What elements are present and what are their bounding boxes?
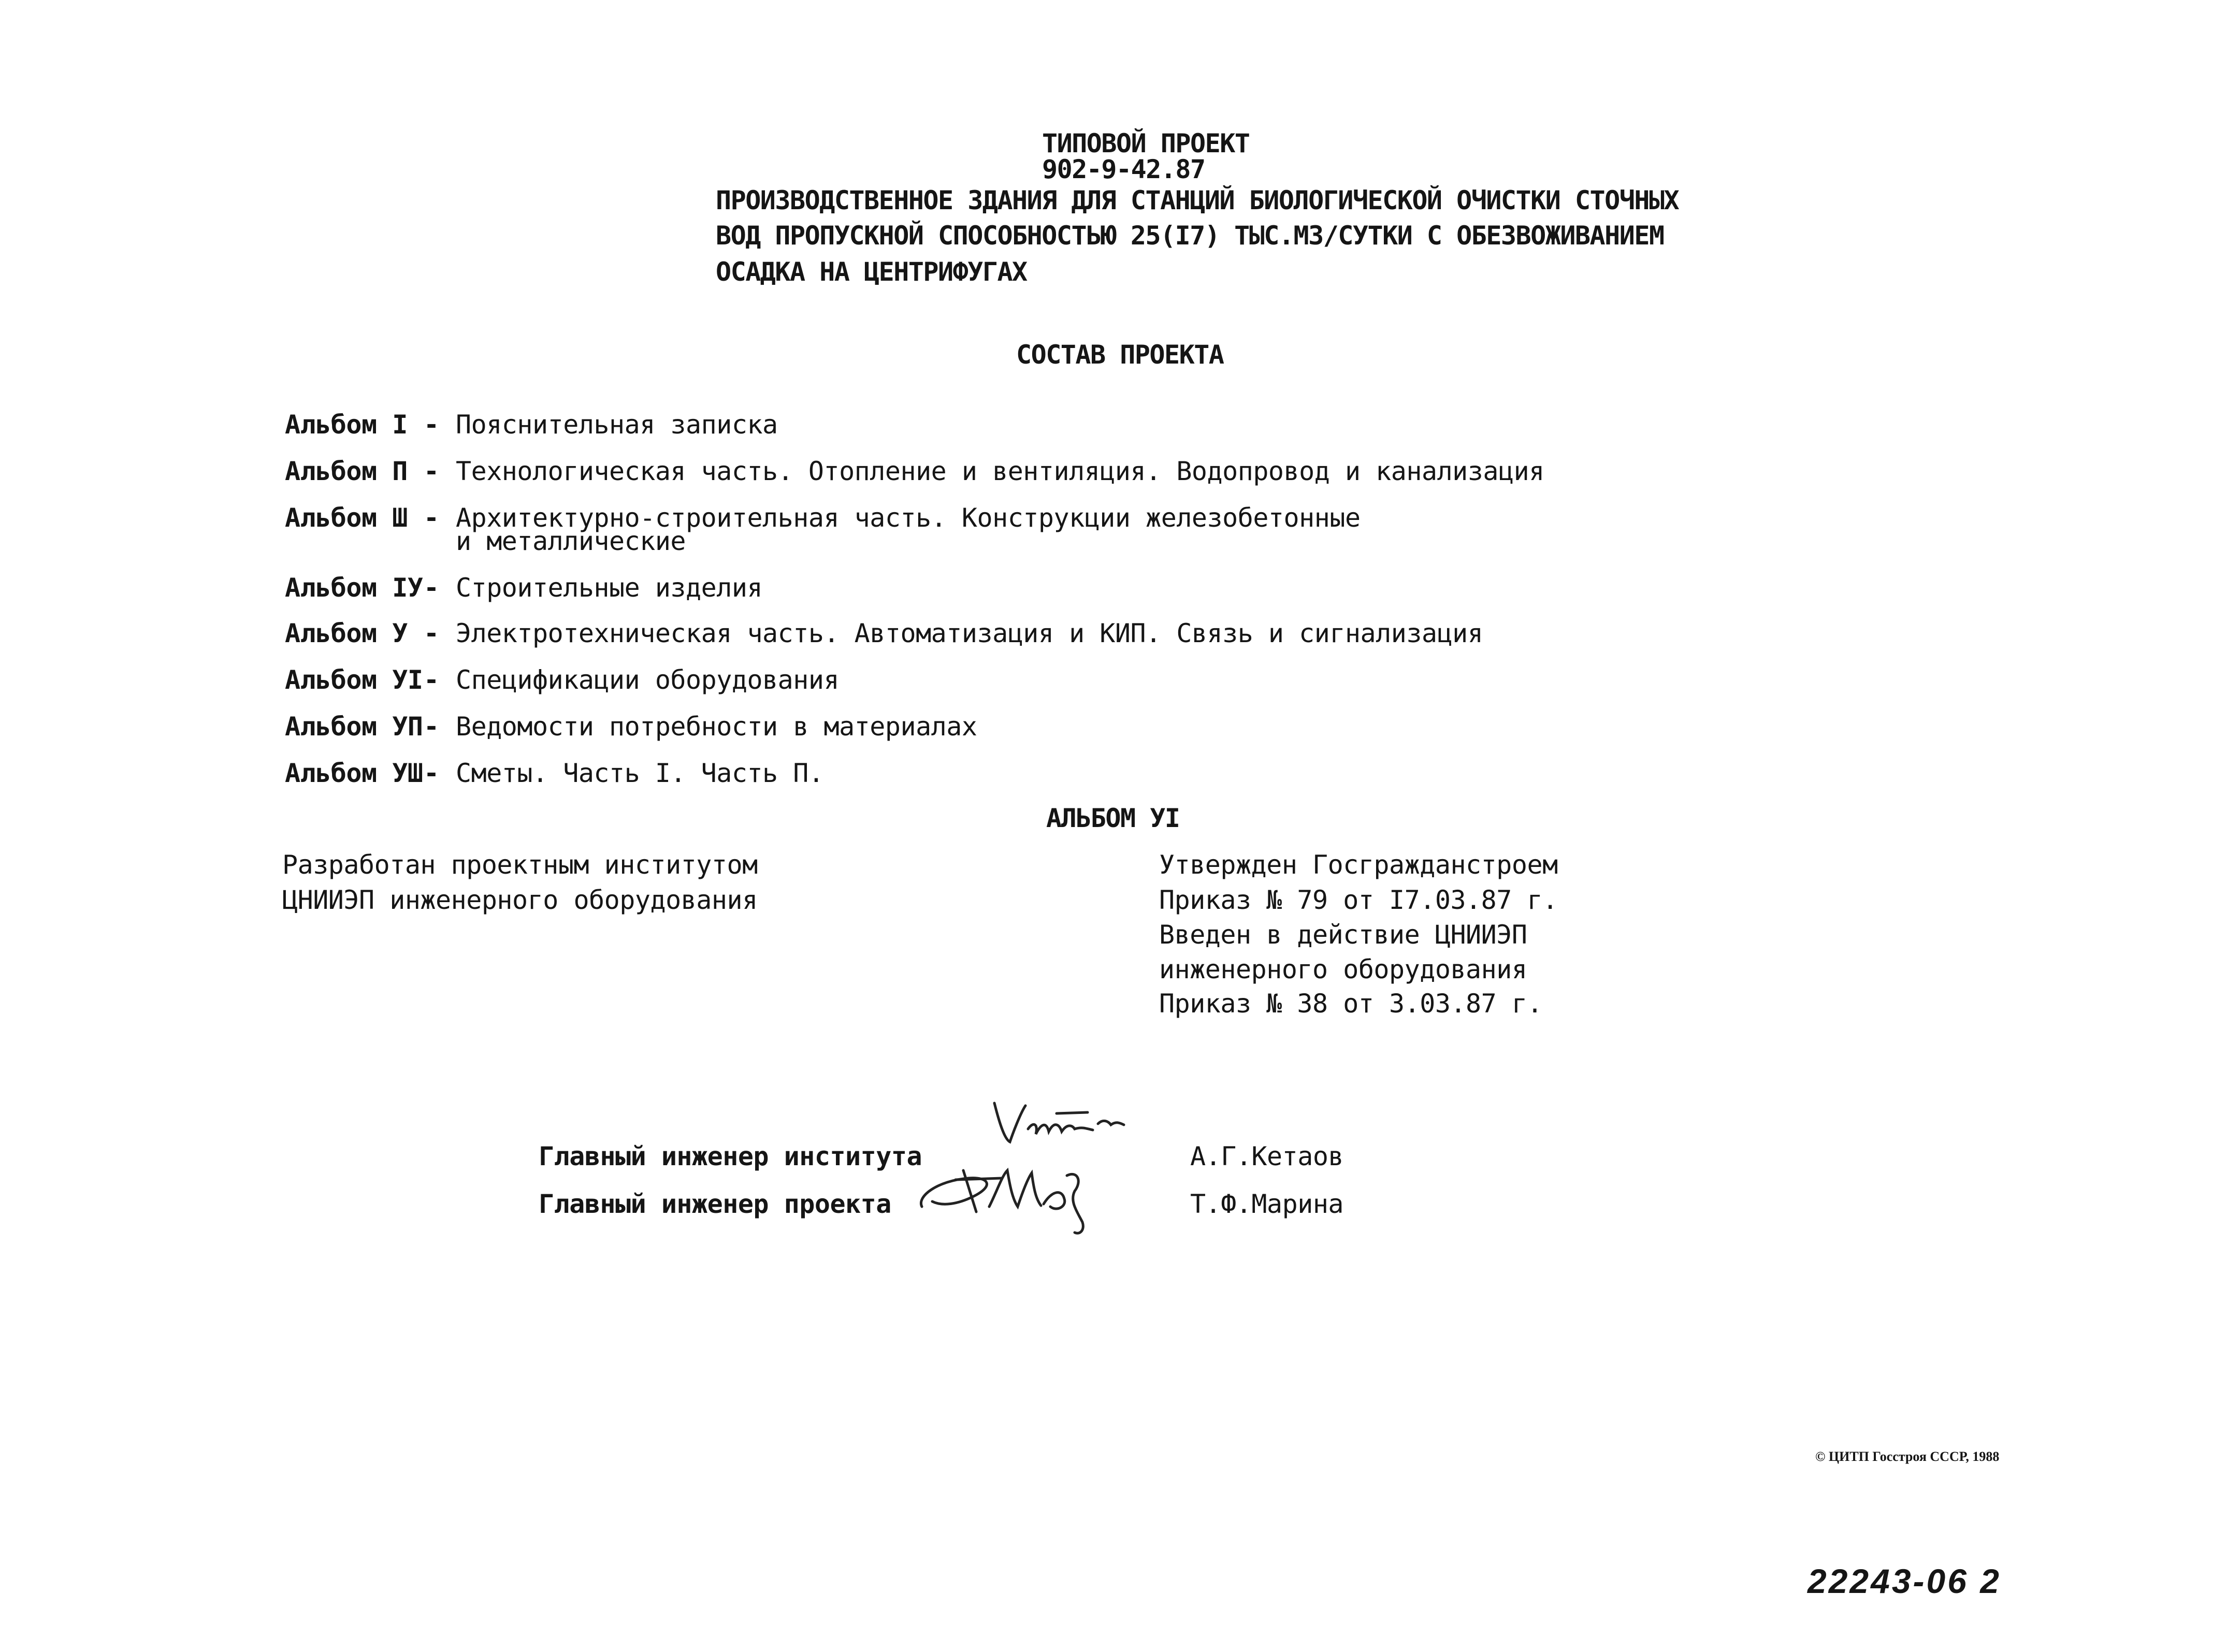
project-title-line-2: ВОД ПРОПУСКНОЙ СПОСОБНОСТЬЮ 25(I7) ТЫС.М3/СУТКИ С ОБЕЗВОЖИВАНИЕМ: [716, 221, 1664, 251]
album-text: Спецификации оборудования: [456, 665, 840, 695]
album-text: Технологическая часть. Отопление и вентиляция. Водопровод и канализация: [456, 456, 1544, 486]
album-text: Ведомости потребности в материалах: [456, 712, 977, 742]
section-title: СОСТАВ ПРОЕКТА: [1016, 340, 1224, 370]
approval-line-4: инженерного оборудования: [1159, 954, 1527, 984]
developer-line-1: Разработан проектным институтом: [282, 850, 758, 880]
album-label: Альбом П: [285, 456, 408, 486]
copyright-stamp: © ЦИТП Госстроя СССР, 1988: [1815, 1449, 2000, 1464]
album-dash: -: [424, 665, 440, 695]
album-label: Альбом I: [285, 410, 408, 440]
album-dash: -: [424, 618, 440, 648]
album-dash: -: [424, 573, 440, 603]
current-album-title: АЛЬБОМ УI: [1046, 803, 1180, 833]
album-text: Электротехническая часть. Автоматизация и КИП. Связь и сигнализация: [456, 618, 1483, 648]
project-title-line-1: ПРОИЗВОДСТВЕННОЕ ЗДАНИЯ ДЛЯ СТАНЦИЙ БИОЛОГИЧЕСКОЙ ОЧИСТКИ СТОЧНЫХ: [716, 185, 1679, 215]
handwritten-document-number: 22243-06 2: [1807, 1562, 2001, 1600]
album-text: Архитектурно-строительная часть. Конструкции железобетонные: [456, 503, 1361, 533]
album-dash: -: [424, 410, 440, 440]
album-label: Альбом УШ: [285, 758, 423, 788]
handwritten-signature-2: [912, 1150, 1108, 1243]
approval-line-1: Утвержден Госгражданстроем: [1159, 850, 1558, 880]
signature-role-1: Главный инженер института: [539, 1141, 922, 1171]
album-label: Альбом УП: [285, 712, 423, 742]
album-label: Альбом Ш: [285, 503, 408, 533]
album-label: Альбом IУ: [285, 573, 423, 603]
project-title-line-3: ОСАДКА НА ЦЕНТРИФУГАХ: [716, 257, 1027, 287]
album-dash: -: [424, 712, 440, 742]
approval-line-2: Приказ № 79 от I7.03.87 г.: [1159, 885, 1558, 915]
signature-name-1: А.Г.Кетаов: [1190, 1141, 1344, 1171]
album-dash: -: [424, 758, 440, 788]
album-text: Сметы. Часть I. Часть П.: [456, 758, 824, 788]
album-text: Пояснительная записка: [456, 410, 778, 440]
approval-line-3: Введен в действие ЦНИИЭП: [1159, 920, 1527, 950]
album-dash: -: [424, 503, 440, 533]
project-type: ТИПОВОЙ ПРОЕКТ: [1042, 128, 1250, 158]
album-text: Строительные изделия: [456, 573, 763, 603]
album-dash: -: [424, 456, 440, 486]
developer-line-2: ЦНИИЭП инженерного оборудования: [282, 885, 758, 915]
project-number: 902-9-42.87: [1042, 154, 1205, 184]
signature-name-2: Т.Ф.Марина: [1190, 1189, 1344, 1219]
signature-role-2: Главный инженер проекта: [539, 1189, 891, 1219]
album-label: Альбом У: [285, 618, 408, 648]
album-text-continued: и металлические: [456, 526, 686, 556]
approval-line-5: Приказ № 38 от 3.03.87 г.: [1159, 989, 1543, 1019]
album-label: Альбом УI: [285, 665, 423, 695]
